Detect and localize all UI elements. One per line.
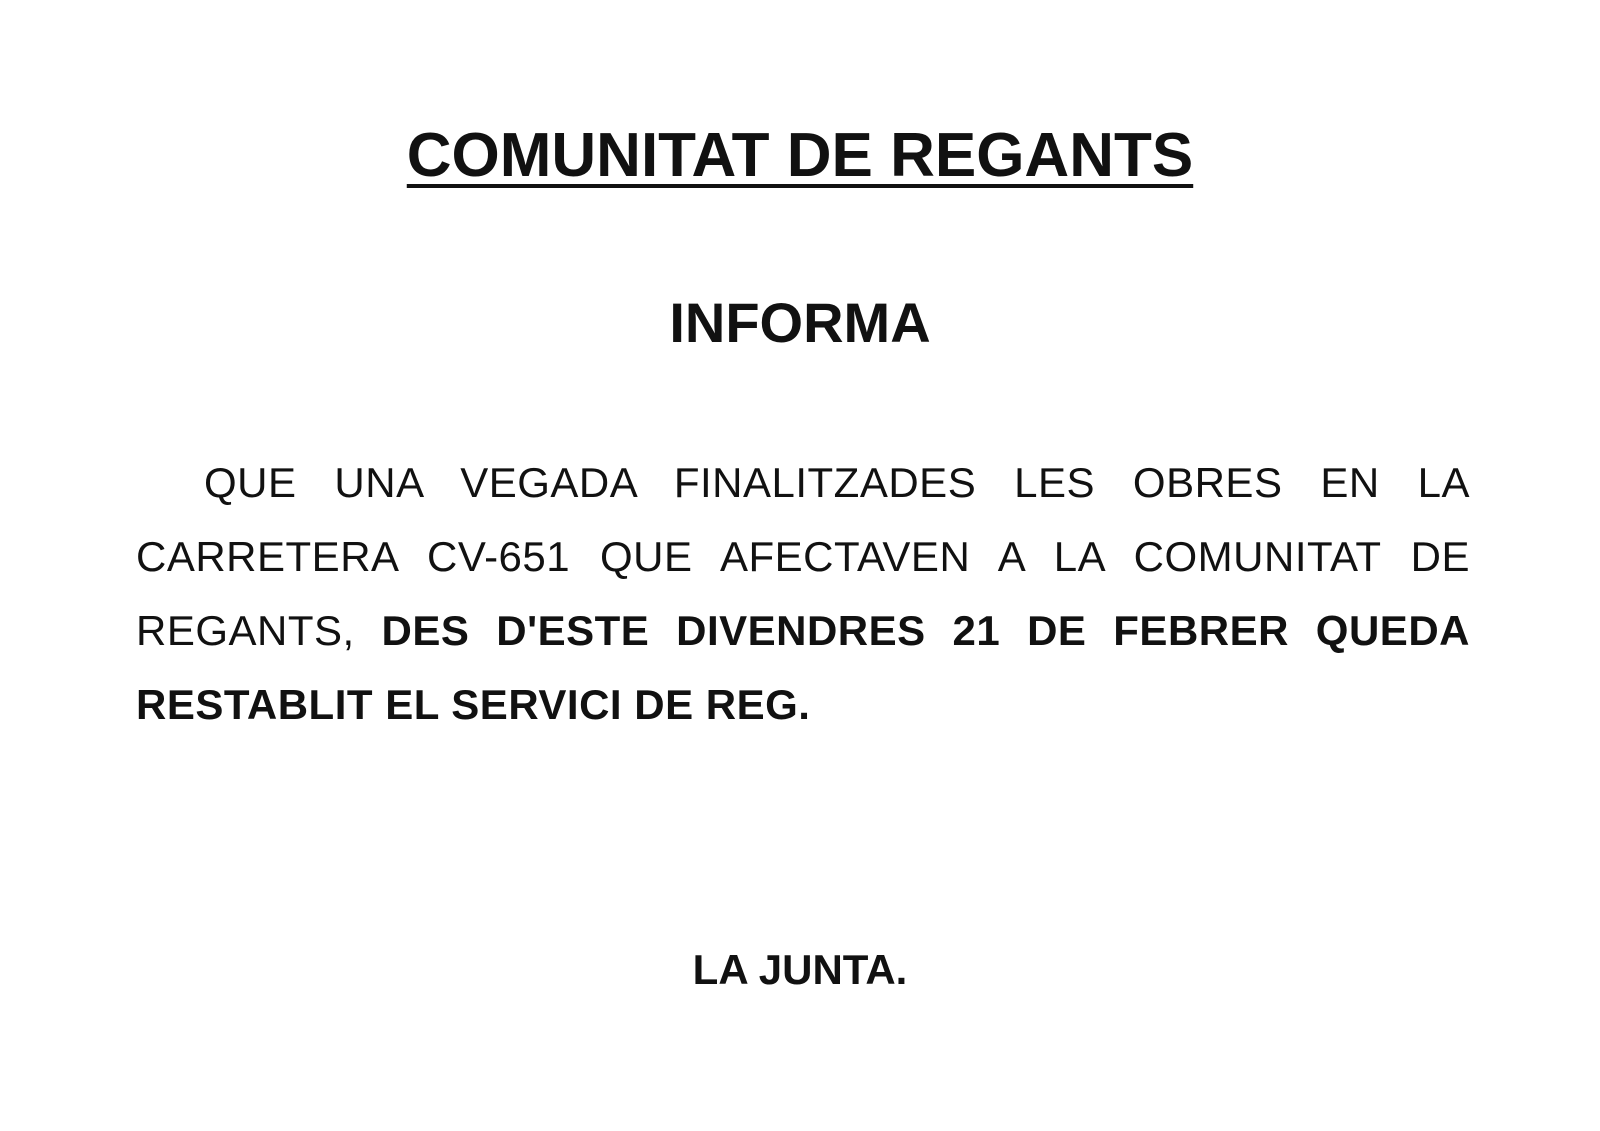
notice-title bbox=[0, 118, 1600, 194]
notice-body bbox=[136, 446, 1470, 742]
notice-body-bold: DES D'ESTE DIVENDRES 21 DE FEBRER QUEDA RESTABLIT EL SERVICI DE REG. bbox=[136, 607, 1470, 728]
notice-subtitle: INFORMA bbox=[669, 291, 931, 354]
notice-title-text: COMUNITAT DE REGANTS bbox=[406, 121, 1194, 190]
notice-body-regular: QUE UNA VEGADA FINALITZADES LES OBRES EN LA CARRETERA CV-651 QUE AFECTAVEN A LA COMUNITAT DE REGANTS, bbox=[136, 459, 1470, 654]
notice-signature: LA JUNTA. bbox=[692, 946, 908, 993]
